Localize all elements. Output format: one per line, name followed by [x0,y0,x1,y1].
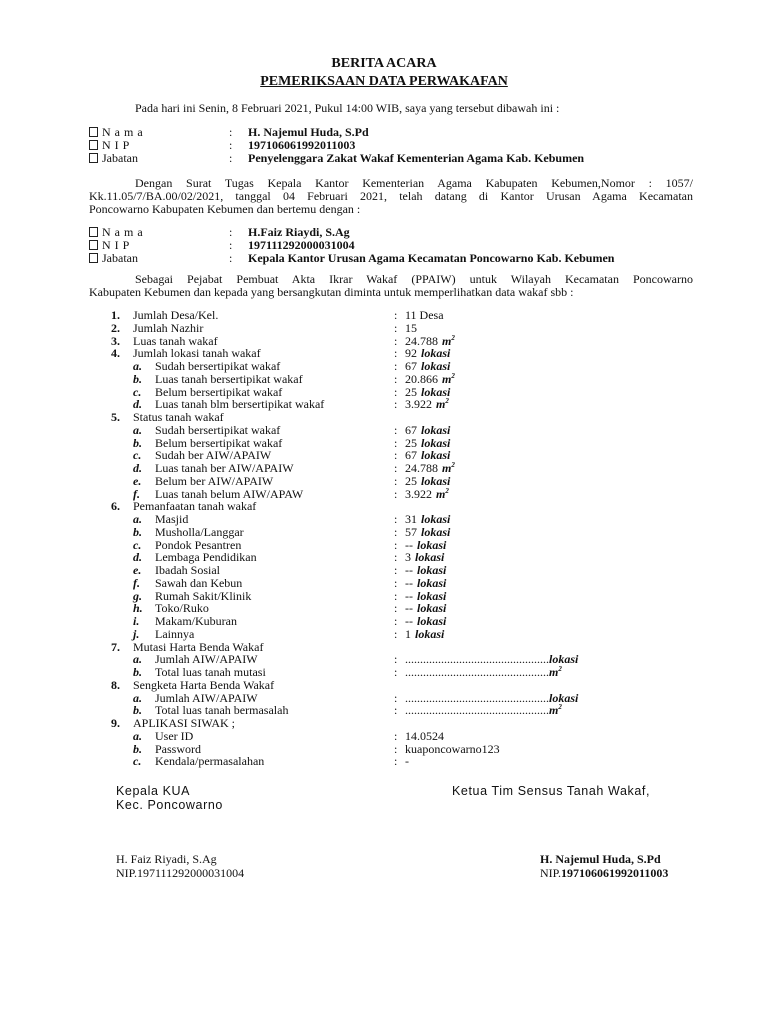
colon: : [394,320,398,335]
item-unit: lokasi [417,614,447,628]
item-sub-letter: b. [133,524,142,539]
item-sub-letter: c. [133,448,142,463]
checkbox-icon [89,153,98,163]
document-subtitle-text: PEMERIKSAAN DATA PERWAKAFAN [260,74,508,89]
item-label: Belum bersertipikat wakaf [155,384,283,399]
person2-nip: 197111292000031004 [248,238,355,252]
intro-text: Pada hari ini Senin, 8 Februari 2021, Pukul 14:00 WIB, saya yang tersebut dibawah ini : [135,101,560,115]
item-value-text: 31 [405,512,417,526]
item-value-text: 11 Desa [405,308,444,322]
item-unit: lokasi [421,346,451,361]
sign-left-nip: NIP.197111292000031004 [116,866,245,880]
item-number: 7. [111,639,120,654]
item-label: Lembaga Pendidikan [155,550,257,565]
item-number: 8. [111,677,120,692]
item-sub-letter: a. [133,512,142,526]
item-sub-letter: h. [133,601,143,616]
item-number: 6. [111,499,120,514]
item-label: Belum bersertipikat wakaf [155,435,283,450]
item-value-text: 67 [405,359,417,373]
item-sub-letter: d. [133,461,142,475]
colon: : [229,225,233,239]
item-label: Luas tanah belum AIW/APAW [155,486,304,501]
colon: : [394,741,398,756]
colon: : [394,461,398,475]
item-value-text: ................................................ [405,652,549,667]
item-label: Lainnya [155,626,195,641]
item-label: Jumlah lokasi tanah wakaf [133,346,261,361]
sign-right-name: H. Najemul Huda, S.Pd [540,852,661,866]
item-label: Toko/Ruko [155,601,209,616]
colon: : [394,384,398,399]
sign-right-title: Ketua Tim Sensus Tanah Wakaf, [452,784,651,798]
item-value-text: 67 [405,422,417,437]
person1-jabatan-row [89,151,138,166]
colon: : [394,524,398,539]
para2-line1: Dengan Surat Tugas Kepala Kantor Kementerian Agama Kabupaten Kebumen,Nomor : 1057/ [135,176,693,190]
item-value-text: 3 [405,550,411,565]
item-value-text: 3.922 [405,486,432,501]
item-label: APLIKASI SIWAK ; [133,716,235,730]
item-value-text: kuaponcowarno123 [405,741,500,756]
item-value [405,703,562,718]
item-value-text: 24.788 [405,333,438,348]
item-label: Masjid [155,512,189,526]
person2-jabatan-row [89,251,138,266]
colon: : [394,486,398,501]
colon: : [229,251,233,265]
item-sub-letter: b. [133,665,142,679]
item-label: Musholla/Langgar [155,524,244,539]
item-unit: m [442,461,452,475]
colon: : [394,690,398,705]
sign-left-title2: Kec. Poncowarno [116,798,223,812]
item-value-text: 3.922 [405,397,432,412]
jabatan-label: Jabatan [102,251,138,265]
colon: : [394,563,398,577]
person1-nama: H. Najemul Huda, S.Pd [248,125,369,139]
colon: : [394,614,398,628]
item-label: Jumlah AIW/APAIW [155,652,258,667]
item-unit: lokasi [421,448,451,463]
item-sub-letter: f. [133,486,140,501]
colon: : [394,397,398,412]
item-label: Jumlah Desa/Kel. [133,308,219,322]
item-value-text: 57 [405,524,417,539]
sign-left-title1: Kepala KUA [116,784,191,798]
item-unit: lokasi [549,690,579,705]
item-label: Sawah dan Kebun [155,575,243,590]
item-number: 4. [111,346,120,361]
colon: : [394,448,398,463]
item-unit-superscript: 2 [451,461,455,469]
colon: : [229,238,233,252]
item-label: Sengketa Harta Benda Wakaf [133,677,275,692]
colon: : [394,665,398,679]
item-sub-letter: c. [133,384,142,399]
item-value [405,487,449,502]
item-value-text: 1 [405,626,411,641]
item-number: 3. [111,333,120,348]
item-value [405,754,409,769]
item-value-text: 20.866 [405,371,438,386]
item-label: Ibadah Sosial [155,563,220,577]
item-value-text: -- [405,563,413,577]
item-value-text: 25 [405,435,417,450]
nama-label: N a m a [102,125,144,139]
item-sub-letter: b. [133,371,142,386]
jabatan-label: Jabatan [102,151,138,165]
colon: : [394,652,398,667]
item-label: Belum ber AIW/APAIW [155,473,274,488]
item-unit: lokasi [421,422,451,437]
colon: : [394,601,398,616]
item-number: 1. [111,308,120,322]
item-unit-superscript: 2 [445,397,449,406]
item-unit-superscript: 2 [558,703,562,712]
item-sub-letter: a. [133,690,142,705]
colon: : [394,308,398,322]
para2-line: Kk.11.05/7/BA.00/02/2021, tanggal 04 Februari 2021, telah datang di Kantor Urusan Agama Kecamatan [89,189,693,203]
document-subtitle [0,74,768,90]
item-label: Jumlah AIW/APAIW [155,690,258,705]
person2-jabatan: Kepala Kantor Urusan Agama Kecamatan Poncowarno Kab. Kebumen [248,251,615,265]
item-label: Jumlah Nazhir [133,320,204,335]
colon: : [229,138,233,152]
item-value-text: -- [405,614,413,628]
item-sub-letter: d. [133,397,142,412]
colon: : [229,125,233,139]
item-unit: lokasi [415,626,445,641]
item-unit: lokasi [415,550,445,565]
person1-nip: 197106061992011003 [248,138,356,152]
item-value [405,397,449,412]
item-unit: lokasi [421,359,451,373]
item-value-text: -- [405,575,413,590]
colon: : [394,435,398,450]
item-unit: lokasi [417,575,447,590]
colon: : [229,151,233,165]
item-value-text: 24.788 [405,461,438,475]
colon: : [394,359,398,373]
item-label: User ID [155,728,194,743]
item-unit: lokasi [417,601,447,616]
item-label: Luas tanah blm bersertipikat wakaf [155,397,325,412]
item-sub-letter: a. [133,652,142,667]
item-sub-letter: a. [133,728,142,743]
item-unit: m [436,486,446,501]
checkbox-icon [89,140,98,150]
person1-jabatan: Penyelenggara Zakat Wakaf Kementerian Agama Kab. Kebumen [248,151,585,165]
item-value-text: -- [405,601,413,616]
item-sub-letter: c. [133,754,142,769]
sign-right-nip [540,866,668,881]
para3-line: Kabupaten Kebumen dan kepada yang bersangkutan diminta untuk memperlihatkan data wakaf sbb : [89,285,574,299]
item-label: Password [155,741,202,756]
item-number: 2. [111,320,120,335]
colon: : [394,703,398,718]
item-sub-letter: d. [133,550,142,565]
surat-tugas-paragraph [89,177,693,216]
item-value-text: ................................................ [405,690,549,705]
item-unit-superscript: 2 [451,333,455,342]
item-value-text: 15 [405,320,417,335]
item-unit: m [549,703,559,718]
item-value [405,742,500,757]
item-label: Status tanah wakaf [133,410,224,424]
item-label: Sudah bersertipikat wakaf [155,359,281,373]
item-sub-letter: c. [133,537,142,552]
checkbox-icon [89,253,98,263]
item-unit-superscript: 2 [451,371,455,380]
item-sub-letter: a. [133,422,142,437]
colon: : [394,346,398,361]
nip-label: N I P [102,138,130,152]
nip-label: N I P [102,238,130,252]
colon: : [394,422,398,437]
item-unit: lokasi [417,537,447,552]
item-value-text: ................................................ [405,703,549,718]
item-label: Total luas tanah bermasalah [155,703,289,718]
item-unit: lokasi [421,524,451,539]
item-value [405,627,444,642]
sign-left-name: H. Faiz Riyadi, S.Ag [116,852,217,866]
item-value-text: 25 [405,384,417,399]
colon: : [394,333,398,348]
item-value-text: 25 [405,473,417,488]
item-value-text: -- [405,537,413,552]
para2-line: Poncowarno Kabupaten Kebumen dan bertemu dengan : [89,202,361,216]
nama-label: N a m a [102,225,144,239]
item-value-text: 67 [405,448,417,463]
item-label: Luas tanah bersertipikat wakaf [155,371,303,386]
item-value-text: 14.0524 [405,728,444,743]
item-label: Pondok Pesantren [155,537,242,552]
colon: : [394,754,398,769]
item-label: Pemanfaatan tanah wakaf [133,499,257,514]
item-unit: m [442,371,452,386]
item-number: 5. [111,410,120,424]
item-sub-letter: b. [133,703,142,718]
checkbox-icon [89,127,98,137]
colon: : [394,537,398,552]
item-unit: m [442,333,452,348]
item-unit: lokasi [421,384,451,399]
item-label: Total luas tanah mutasi [155,665,266,679]
item-sub-letter: e. [133,563,142,577]
item-value-text: -- [405,588,413,603]
item-sub-letter: a. [133,359,142,373]
ppaiw-paragraph [89,273,693,299]
item-label: Luas tanah wakaf [133,333,218,348]
item-unit: m [436,397,446,412]
colon: : [394,728,398,743]
item-sub-letter: g. [133,588,142,603]
item-label: Sudah ber AIW/APAIW [155,448,272,463]
item-value-text: 92 [405,346,417,361]
item-label: Luas tanah ber AIW/APAIW [155,461,294,475]
sign-right-nip-number: 197106061992011003 [561,866,669,880]
item-label: Mutasi Harta Benda Wakaf [133,639,264,654]
item-sub-letter: e. [133,473,142,488]
item-unit: lokasi [417,588,447,603]
item-unit-superscript: 2 [558,665,562,673]
item-unit: lokasi [421,435,451,450]
sign-right-nip-prefix: NIP. [540,866,562,880]
item-sub-letter: b. [133,435,142,450]
item-label: Makam/Kuburan [155,614,237,628]
colon: : [394,473,398,488]
para3-line1: Sebagai Pejabat Pembuat Akta Ikrar Wakaf (PPAIW) untuk Wilayah Kecamatan Poncowarno [135,272,693,286]
item-unit: m [549,665,559,679]
item-label: Sudah bersertipikat wakaf [155,422,281,437]
item-unit: lokasi [421,473,451,488]
person2-nama: H.Faiz Riaydi, S.Ag [248,225,350,239]
item-unit-superscript: 2 [445,486,449,495]
colon: : [394,626,398,641]
colon: : [394,550,398,565]
document-title: BERITA ACARA [331,56,437,71]
colon: : [394,512,398,526]
item-unit: lokasi [549,652,579,667]
item-unit: lokasi [417,563,447,577]
item-number: 9. [111,716,120,730]
item-unit: lokasi [421,512,451,526]
item-value-text: ................................................ [405,665,549,679]
colon: : [394,371,398,386]
item-sub-letter: j. [133,626,140,641]
item-label: Kendala/permasalahan [155,754,265,769]
item-sub-letter: f. [133,575,140,590]
item-sub-letter: i. [133,614,140,628]
item-sub-letter: b. [133,741,142,756]
colon: : [394,588,398,603]
checkbox-icon [89,240,98,250]
item-label: Rumah Sakit/Klinik [155,588,252,603]
checkbox-icon [89,227,98,237]
item-value [405,665,562,680]
item-value-text: - [405,754,409,769]
colon: : [394,575,398,590]
